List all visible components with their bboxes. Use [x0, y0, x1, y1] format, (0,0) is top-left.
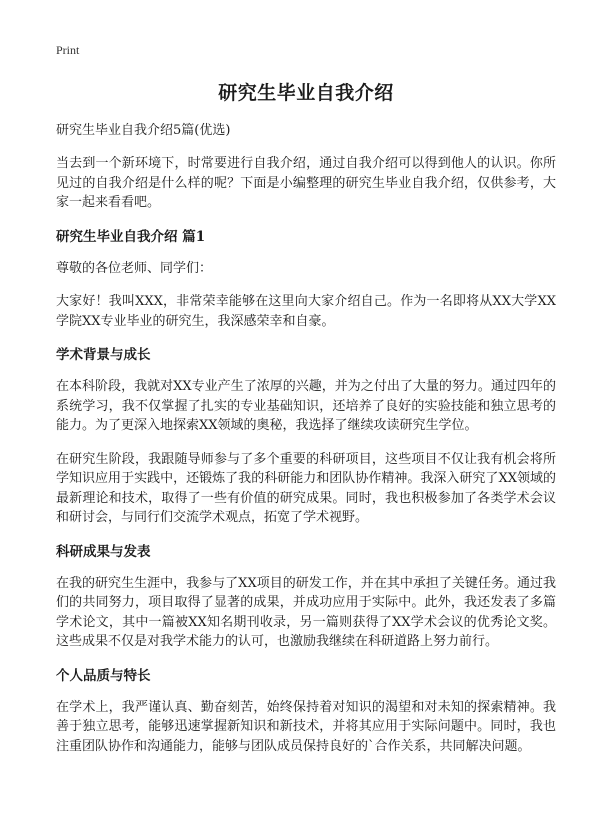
document-title: 研究生毕业自我介绍 — [218, 82, 394, 104]
intro-paragraph: 当去到一个新环境下，时常要进行自我介绍，通过自我介绍可以得到他人的认识。你所见过的自我介绍是什么样的呢？下面是小编整理的研究生毕业自我介绍，仅供参考，大家一起来看看吧。 — [56, 156, 556, 210]
hello-paragraph: 大家好！我叫XXX，非常荣幸能够在这里向大家介绍自己。作为一名即将从XX大学XX学院XX专业毕业的研究生，我深感荣幸和自豪。 — [56, 294, 556, 329]
document-subtitle: 研究生毕业自我介绍5篇(优选) — [56, 123, 231, 138]
section-heading-personal: 个人品质与特长 — [56, 667, 151, 684]
academic-paragraph-1: 在本科阶段，我就对XX专业产生了浓厚的兴趣，并为之付出了大量的努力。通过四年的系统学习，我不仅掌握了扎实的专业基础知识，还培养了良好的实验技能和独立思考的能力。为了更深入地探索XX领域的奥秘，我选择了继续攻读研究生学位。 — [56, 379, 556, 433]
section-heading-academic: 学术背景与成长 — [56, 347, 151, 363]
academic-paragraph-2: 在研究生阶段，我跟随导师参与了多个重要的科研项目，这些项目不仅让我有机会将所学知识应用于实践中，还锻炼了我的科研能力和团队协作精神。我深入研究了XX领域的最新理论和技术，取得了一些有价值的研究成果。同时，我也积极参加了各类学术会议和研讨会，与同行们交流学术观点，拓宽了学术视野。 — [56, 451, 556, 525]
print-label: Print — [56, 43, 80, 57]
research-paragraph-1: 在我的研究生生涯中，我参与了XX项目的研发工作，并在其中承担了关键任务。通过我们的共同努力，项目取得了显著的成果，并成功应用于实际中。此外，我还发表了多篇学术论文，其中一篇被XX知名期刊收录，另一篇则获得了XX学术会议的优秀论文奖。这些成果不仅是对我学术能力的认可，也激励我继续在科研道路上努力前行。 — [56, 575, 556, 649]
part-heading: 研究生毕业自我介绍 篇1 — [56, 228, 206, 245]
section-heading-research: 科研成果与发表 — [56, 543, 151, 560]
greeting-paragraph: 尊敬的各位老师、同学们： — [56, 260, 213, 276]
personal-paragraph-1: 在学术上，我严谨认真、勤奋刻苦，始终保持着对知识的渴望和对未知的探索精神。我善于独立思考，能够迅速掌握新知识和新技术，并将其应用于实际问题中。同时，我也注重团队协作和沟通能力，能够与团队成员保持良好的`合作关系，共同解决问题。 — [56, 699, 556, 754]
